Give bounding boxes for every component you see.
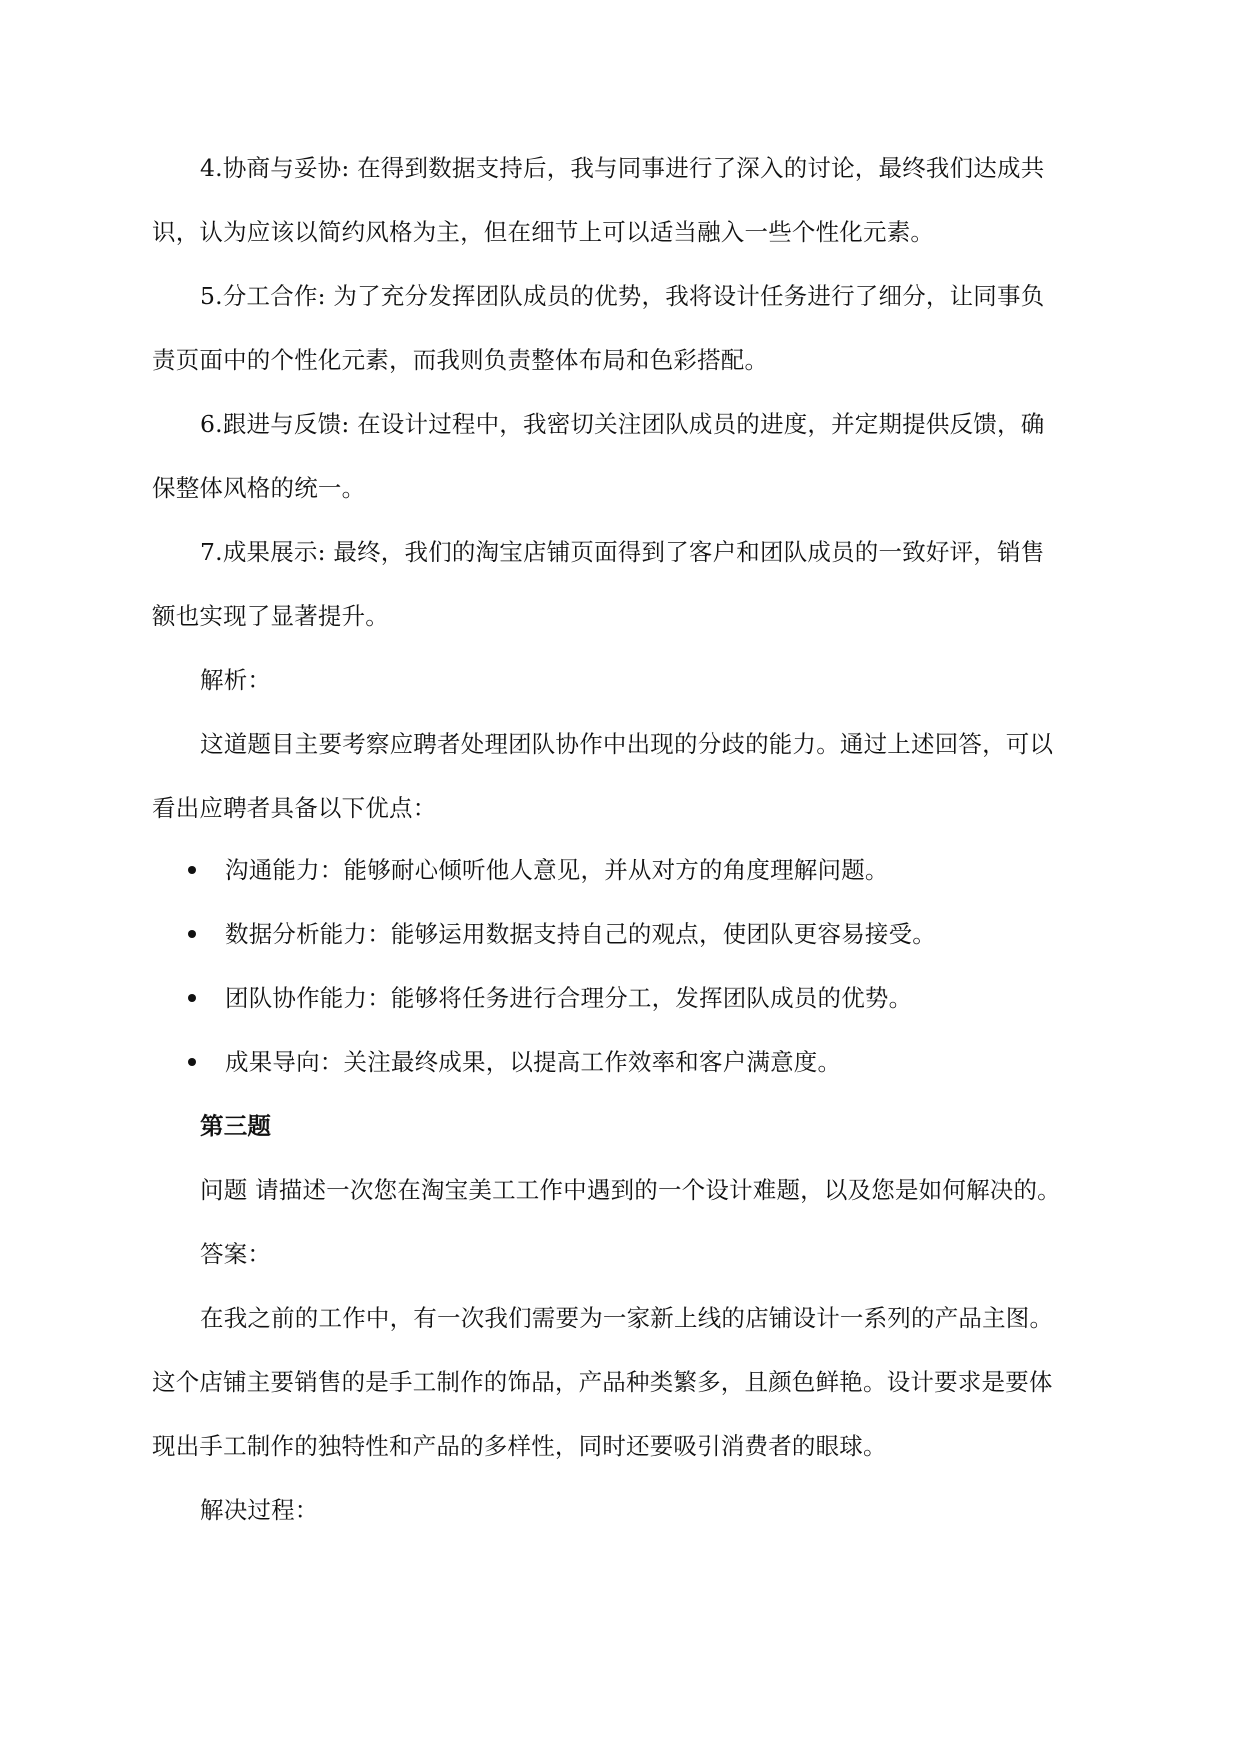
bullet-item-results-oriented: 成果导向：关注最终成果，以提高工作效率和客户满意度。: [225, 1048, 842, 1076]
answer-line-2: 这个店铺主要销售的是手工制作的饰品，产品种类繁多，且颜色鲜艳。设计要求是要体: [152, 1368, 1053, 1396]
analysis-label: 解析：: [200, 666, 272, 694]
bullet-icon: [188, 930, 196, 938]
paragraph-6-line-1: 6.跟进与反馈: 在设计过程中，我密切关注团队成员的进度，并定期提供反馈，确: [200, 410, 1045, 438]
answer-label: 答案：: [200, 1240, 272, 1268]
bullet-item-communication: 沟通能力：能够耐心倾听他人意见，并从对方的角度理解问题。: [225, 856, 889, 884]
paragraph-4-line-2: 识，认为应该以简约风格为主，但在细节上可以适当融入一些个性化元素。: [152, 218, 935, 246]
paragraph-5-line-1: 5.分工合作: 为了充分发挥团队成员的优势，我将设计任务进行了细分，让同事负: [200, 282, 1045, 310]
paragraph-7-line-2: 额也实现了显著提升。: [152, 602, 389, 630]
answer-line-1: 在我之前的工作中，有一次我们需要为一家新上线的店铺设计一系列的产品主图。: [200, 1304, 1054, 1332]
answer-line-3: 现出手工制作的独特性和产品的多样性，同时还要吸引消费者的眼球。: [152, 1432, 887, 1460]
solution-label: 解决过程：: [200, 1496, 319, 1524]
paragraph-5-line-2: 责页面中的个性化元素，而我则负责整体布局和色彩搭配。: [152, 346, 769, 374]
section-title: 第三题: [200, 1112, 272, 1140]
paragraph-4-line-1: 4.协商与妥协: 在得到数据支持后，我与同事进行了深入的讨论，最终我们达成共: [200, 154, 1045, 182]
bullet-icon: [188, 1058, 196, 1066]
paragraph-6-line-2: 保整体风格的统一。: [152, 474, 366, 502]
bullet-icon: [188, 866, 196, 874]
bullet-item-teamwork: 团队协作能力：能够将任务进行合理分工，发挥团队成员的优势。: [225, 984, 913, 1012]
bullet-icon: [188, 994, 196, 1002]
question-text: 问题 请描述一次您在淘宝美工工作中遇到的一个设计难题，以及您是如何解决的。: [200, 1176, 1061, 1204]
paragraph-7-line-1: 7.成果展示: 最终，我们的淘宝店铺页面得到了客户和团队成员的一致好评，销售: [200, 538, 1045, 566]
analysis-line-2: 看出应聘者具备以下优点：: [152, 794, 437, 822]
bullet-item-data-analysis: 数据分析能力：能够运用数据支持自己的观点，使团队更容易接受。: [225, 920, 936, 948]
analysis-line-1: 这道题目主要考察应聘者处理团队协作中出现的分歧的能力。通过上述回答，可以: [200, 730, 1054, 758]
